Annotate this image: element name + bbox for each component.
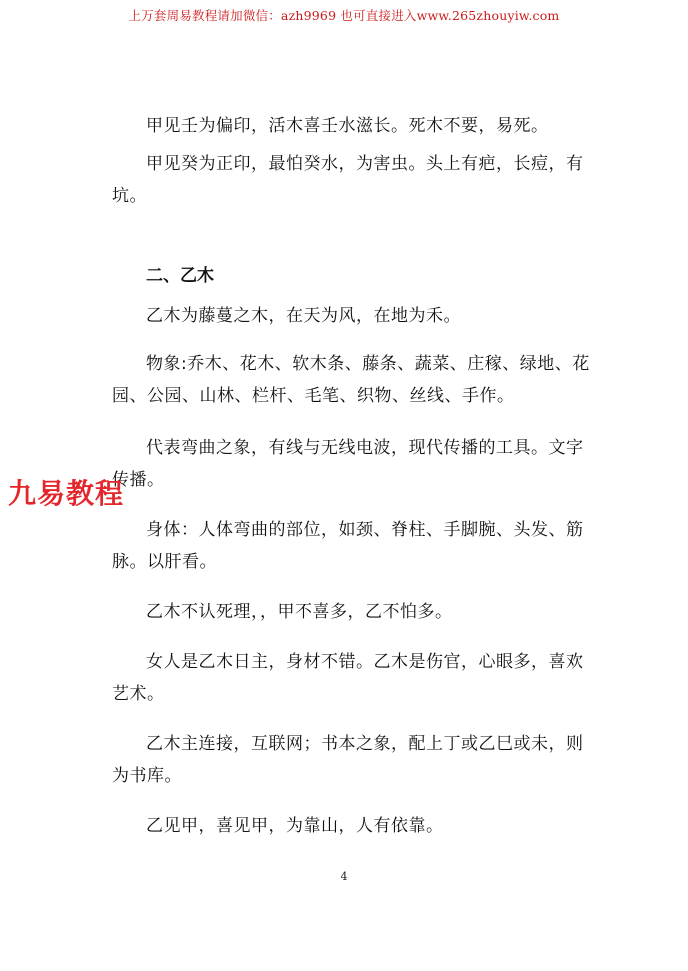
paragraph-jia-ren: 甲见壬为偏印，活木喜壬水滋长。死木不要，易死。 [146,116,549,136]
section-heading: 二、乙木 [146,266,214,286]
page-number: 4 [340,870,348,883]
header-banner: 上万套周易教程请加微信：azh9969 也可直接进入www.265zhouyiw.com [128,8,560,23]
watermark-logo: 九易教程 [8,477,125,510]
paragraph-yi-jian-jia: 乙见甲，喜见甲，为靠山，人有依靠。 [146,816,444,836]
paragraph-jia-gui: 甲见癸为正印，最怕癸水，为害虫。头上有疤，长痘，有坑。 [112,154,584,206]
paragraph-nv-ren: 女人是乙木日主，身材不错。乙木是伤官，心眼多，喜欢艺术。 [112,652,584,704]
paragraph-wuxiang: 物象:乔木、花木、软木条、藤条、蔬菜、庄稼、绿地、花园、公园、山林、栏杆、毛笔、织物、丝线、手作。 [112,354,590,406]
paragraph-yi-mu-intro: 乙木为藤蔓之木，在天为风，在地为禾。 [146,306,461,326]
paragraph-daibiao: 代表弯曲之象，有线与无线电波，现代传播的工具。文字传播。 [112,438,584,490]
paragraph-shenti: 身体：人体弯曲的部位，如颈、脊柱、手脚腕、头发、筋脉。以肝看。 [112,520,584,572]
paragraph-lian-jie: 乙木主连接，互联网；书本之象，配上丁或乙巳或未，则为书库。 [112,734,584,786]
paragraph-bu-ren-si-li: 乙木不认死理，，甲不喜多，乙不怕多。 [146,602,453,622]
